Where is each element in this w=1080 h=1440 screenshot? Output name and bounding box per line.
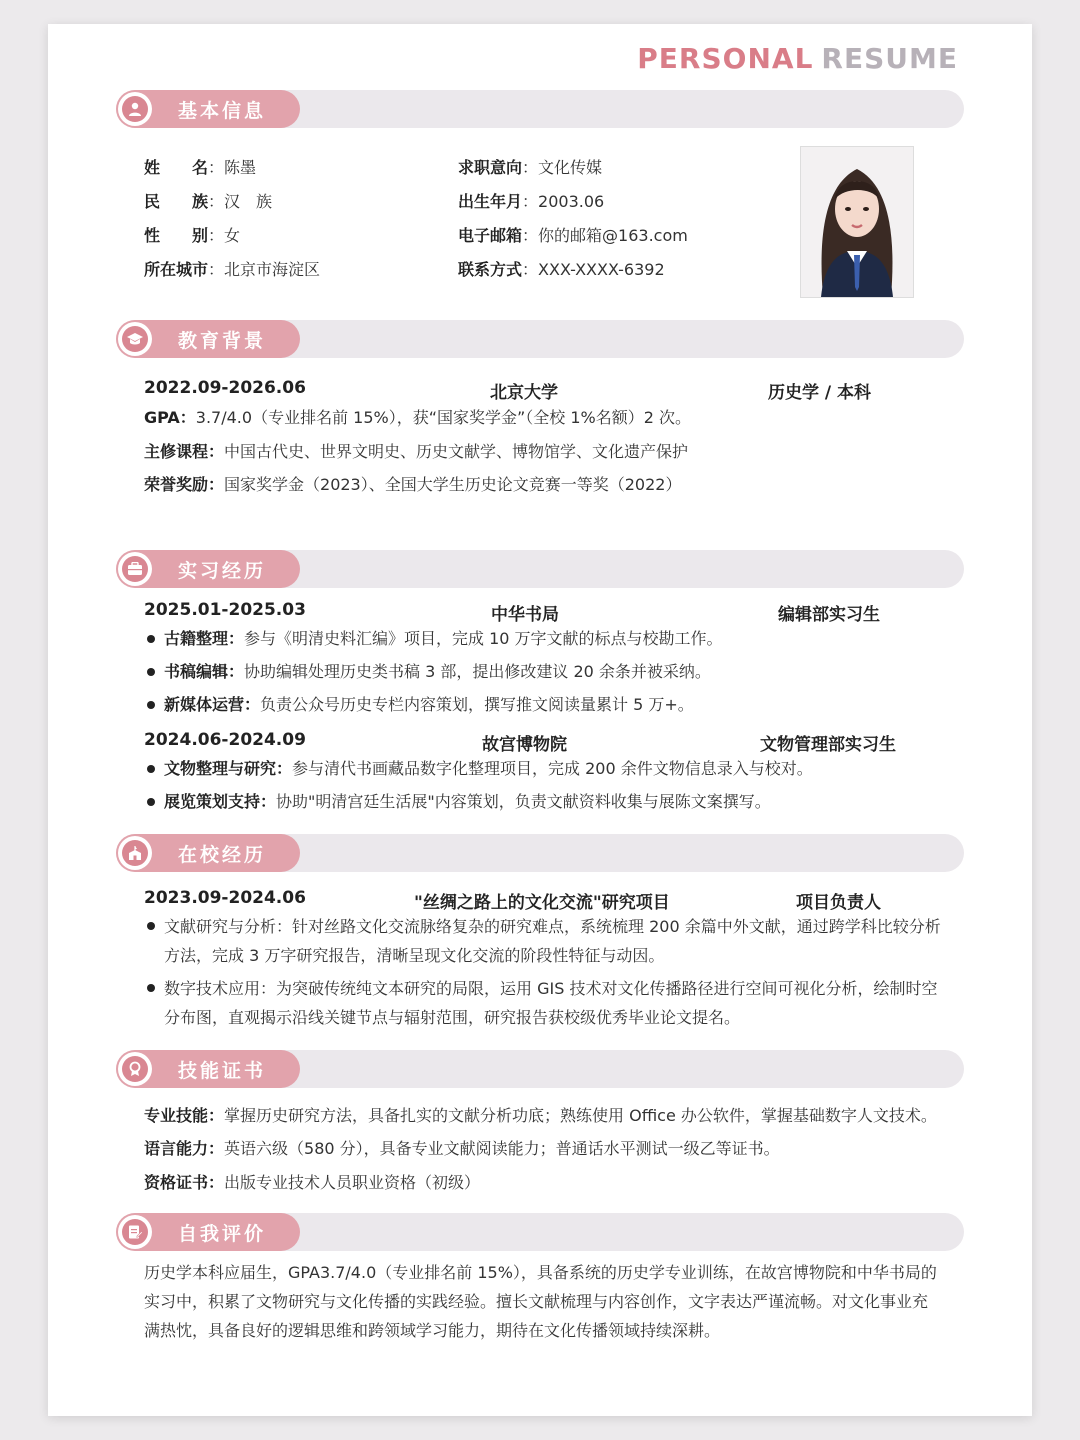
- section-title: 实习经历: [178, 560, 267, 582]
- job2-org: 故宫博物院: [482, 735, 567, 755]
- job1-role: 编辑部实习生: [778, 605, 880, 625]
- section-pill: [116, 1213, 300, 1251]
- self-evaluation: [144, 1258, 937, 1345]
- city-value: 北京市海淀区: [224, 260, 321, 279]
- section-icon-circle: [118, 322, 152, 356]
- phone-row: [458, 260, 665, 280]
- gpa-value: 3.7/4.0（专业排名前 15%），获“国家奖学金”（全校 1%名额）2 次。: [195, 408, 692, 427]
- item-label: 展览策划支持：: [164, 792, 277, 811]
- job1-item: [164, 662, 711, 682]
- item-label: 古籍整理：: [164, 629, 245, 648]
- campus-item-line: 数字技术应用：为突破传统纯文本研究的局限，运用 GIS 技术对文化传播路径进行空间可视化分析，绘制时空: [164, 979, 938, 998]
- job-value: 文化传媒: [538, 158, 603, 177]
- skills-lang-value: 英语六级（580 分），具备专业文献阅读能力；普通话水平测试一级乙等证书。: [224, 1139, 780, 1158]
- section-header-education: [116, 320, 964, 358]
- job2-item: [164, 792, 771, 812]
- colon: ：: [208, 192, 225, 211]
- section-icon-circle: [118, 1052, 152, 1086]
- gender-value: 女: [224, 226, 241, 245]
- colon: ：: [522, 226, 539, 245]
- campus-project: "丝绸之路上的文化交流"研究项目: [414, 893, 670, 913]
- campus-period: 2023.09-2024.06: [144, 888, 306, 908]
- section-header-campus: [116, 834, 964, 872]
- item-label: 文物整理与研究：: [164, 759, 293, 778]
- city-row: [144, 260, 320, 280]
- skills-pro-label: 专业技能：: [144, 1106, 225, 1125]
- section-title: 基本信息: [178, 100, 267, 122]
- section-pill: [116, 1050, 300, 1088]
- campus-item: [164, 974, 937, 1032]
- user-icon: [122, 96, 148, 122]
- campus-item: [164, 912, 941, 970]
- self-eval-line: 实习中，积累了文物研究与文化传播的实践经验。擅长文献梳理与内容创作，文字表达严谨流畅。对文化事业充: [144, 1292, 929, 1311]
- job1-item: [164, 695, 694, 715]
- job1-org: 中华书局: [491, 605, 559, 625]
- section-icon-circle: [118, 836, 152, 870]
- profile-photo: [800, 146, 914, 298]
- ethnicity-row: [144, 192, 272, 212]
- job2-role: 文物管理部实习生: [760, 735, 896, 755]
- bullet-dot: [147, 984, 155, 992]
- bullet-dot: [147, 798, 155, 806]
- bullet-dot: [147, 701, 155, 709]
- section-header-internship: [116, 550, 964, 588]
- job2-period: 2024.06-2024.09: [144, 730, 306, 750]
- birth-row: [458, 192, 604, 212]
- edu-gpa: [144, 408, 691, 428]
- section-icon-circle: [118, 92, 152, 126]
- section-pill: [116, 320, 300, 358]
- section-pill: [116, 834, 300, 872]
- city-label: 所在城市: [144, 260, 209, 279]
- section-title: 在校经历: [178, 844, 267, 866]
- phone-label: 联系方式: [458, 260, 523, 279]
- name-row: [144, 158, 256, 178]
- self-eval-line: 满热忱，具备良好的逻辑思维和跨领域学习能力，期待在文化传播领域持续深耕。: [144, 1321, 721, 1340]
- skills-lang: [144, 1139, 780, 1159]
- section-pill: [116, 90, 300, 128]
- edu-period: 2022.09-2026.06: [144, 378, 306, 398]
- campus-item-line: 文献研究与分析：针对丝路文化交流脉络复杂的研究难点，系统梳理 200 余篇中外文献，通过跨学科比较分析: [164, 917, 941, 936]
- name-label: 姓 名: [144, 158, 209, 177]
- title-resume: RESUME: [821, 42, 958, 75]
- section-icon-circle: [118, 552, 152, 586]
- skills-cert: [144, 1173, 480, 1193]
- colon: ：: [522, 192, 539, 211]
- document-edit-icon: [122, 1219, 148, 1245]
- bullet-dot: [147, 765, 155, 773]
- courses-label: 主修课程：: [144, 442, 225, 461]
- job-label: 求职意向: [458, 158, 523, 177]
- item-text: 协助编辑处理历史类书稿 3 部，提出修改建议 20 余条并被采纳。: [244, 662, 711, 681]
- item-label: 书稿编辑：: [164, 662, 245, 681]
- skills-pro-value: 掌握历史研究方法，具备扎实的文献分析功底；熟练使用 Office 办公软件，掌握基础数字人文技术。: [224, 1106, 937, 1125]
- honors-label: 荣誉奖励：: [144, 475, 225, 494]
- ethnicity-value: 汉 族: [224, 192, 273, 211]
- ethnicity-label: 民 族: [144, 192, 209, 211]
- item-text: 参与《明清史料汇编》项目，完成 10 万字文献的标点与校勘工作。: [244, 629, 723, 648]
- colon: ：: [522, 260, 539, 279]
- email-label: 电子邮箱: [458, 226, 523, 245]
- edu-school: 北京大学: [490, 383, 558, 403]
- email-row: [458, 226, 688, 246]
- campus-item-line: 方法，完成 3 万字研究报告，清晰呈现文化交流的阶段性特征与动因。: [164, 946, 665, 965]
- birth-label: 出生年月: [458, 192, 523, 211]
- bullet-dot: [147, 922, 155, 930]
- name-value: 陈墨: [224, 158, 257, 177]
- gender-label: 性 别: [144, 226, 209, 245]
- gender-row: [144, 226, 240, 246]
- colon: ：: [208, 226, 225, 245]
- section-icon-circle: [118, 1215, 152, 1249]
- briefcase-icon: [122, 556, 148, 582]
- school-icon: [122, 840, 148, 866]
- colon: ：: [522, 158, 539, 177]
- item-label: 新媒体运营：: [164, 695, 261, 714]
- job-row: [458, 158, 602, 178]
- edu-major: 历史学 / 本科: [768, 383, 872, 403]
- job2-item: [164, 759, 813, 779]
- courses-value: 中国古代史、世界文明史、历史文献学、博物馆学、文化遗产保护: [224, 442, 689, 461]
- graduation-cap-icon: [122, 326, 148, 352]
- bullet-dot: [147, 635, 155, 643]
- item-text: 负责公众号历史专栏内容策划，撰写推文阅读量累计 5 万+。: [260, 695, 694, 714]
- item-text: 参与清代书画藏品数字化整理项目，完成 200 余件文物信息录入与校对。: [292, 759, 813, 778]
- job1-item: [164, 629, 723, 649]
- section-header-self: [116, 1213, 964, 1251]
- section-title: 自我评价: [178, 1223, 267, 1245]
- gpa-label: GPA：: [144, 408, 196, 427]
- skills-cert-value: 出版专业技术人员职业资格（初级）: [224, 1173, 481, 1192]
- title-personal: PERSONAL: [637, 42, 814, 75]
- award-icon: [122, 1056, 148, 1082]
- resume-page: [48, 24, 1032, 1416]
- phone-value: XXX-XXXX-6392: [538, 260, 665, 279]
- section-header-basic: [116, 90, 964, 128]
- colon: ：: [208, 260, 225, 279]
- section-title: 教育背景: [178, 330, 267, 352]
- edu-courses: [144, 442, 688, 462]
- resume-title: [637, 42, 958, 75]
- skills-lang-label: 语言能力：: [144, 1139, 225, 1158]
- campus-role: 项目负责人: [796, 893, 881, 913]
- section-title: 技能证书: [178, 1060, 267, 1082]
- skills-pro: [144, 1106, 937, 1126]
- skills-cert-label: 资格证书：: [144, 1173, 225, 1192]
- section-header-skills: [116, 1050, 964, 1088]
- self-eval-line: 历史学本科应届生，GPA3.7/4.0（专业排名前 15%），具备系统的历史学专业训练，在故宫博物院和中华书局的: [144, 1263, 937, 1282]
- colon: ：: [208, 158, 225, 177]
- item-text: 协助"明清宫廷生活展"内容策划，负责文献资料收集与展陈文案撰写。: [276, 792, 771, 811]
- birth-value: 2003.06: [538, 192, 605, 211]
- edu-honors: [144, 475, 681, 495]
- section-pill: [116, 550, 300, 588]
- bullet-dot: [147, 668, 155, 676]
- honors-value: 国家奖学金（2023）、全国大学生历史论文竞赛一等奖（2022）: [224, 475, 682, 494]
- job1-period: 2025.01-2025.03: [144, 600, 306, 620]
- campus-item-line: 分布图，直观揭示沿线关键节点与辐射范围，研究报告获校级优秀毕业论文提名。: [164, 1008, 741, 1027]
- email-value: 你的邮箱@163.com: [538, 226, 688, 245]
